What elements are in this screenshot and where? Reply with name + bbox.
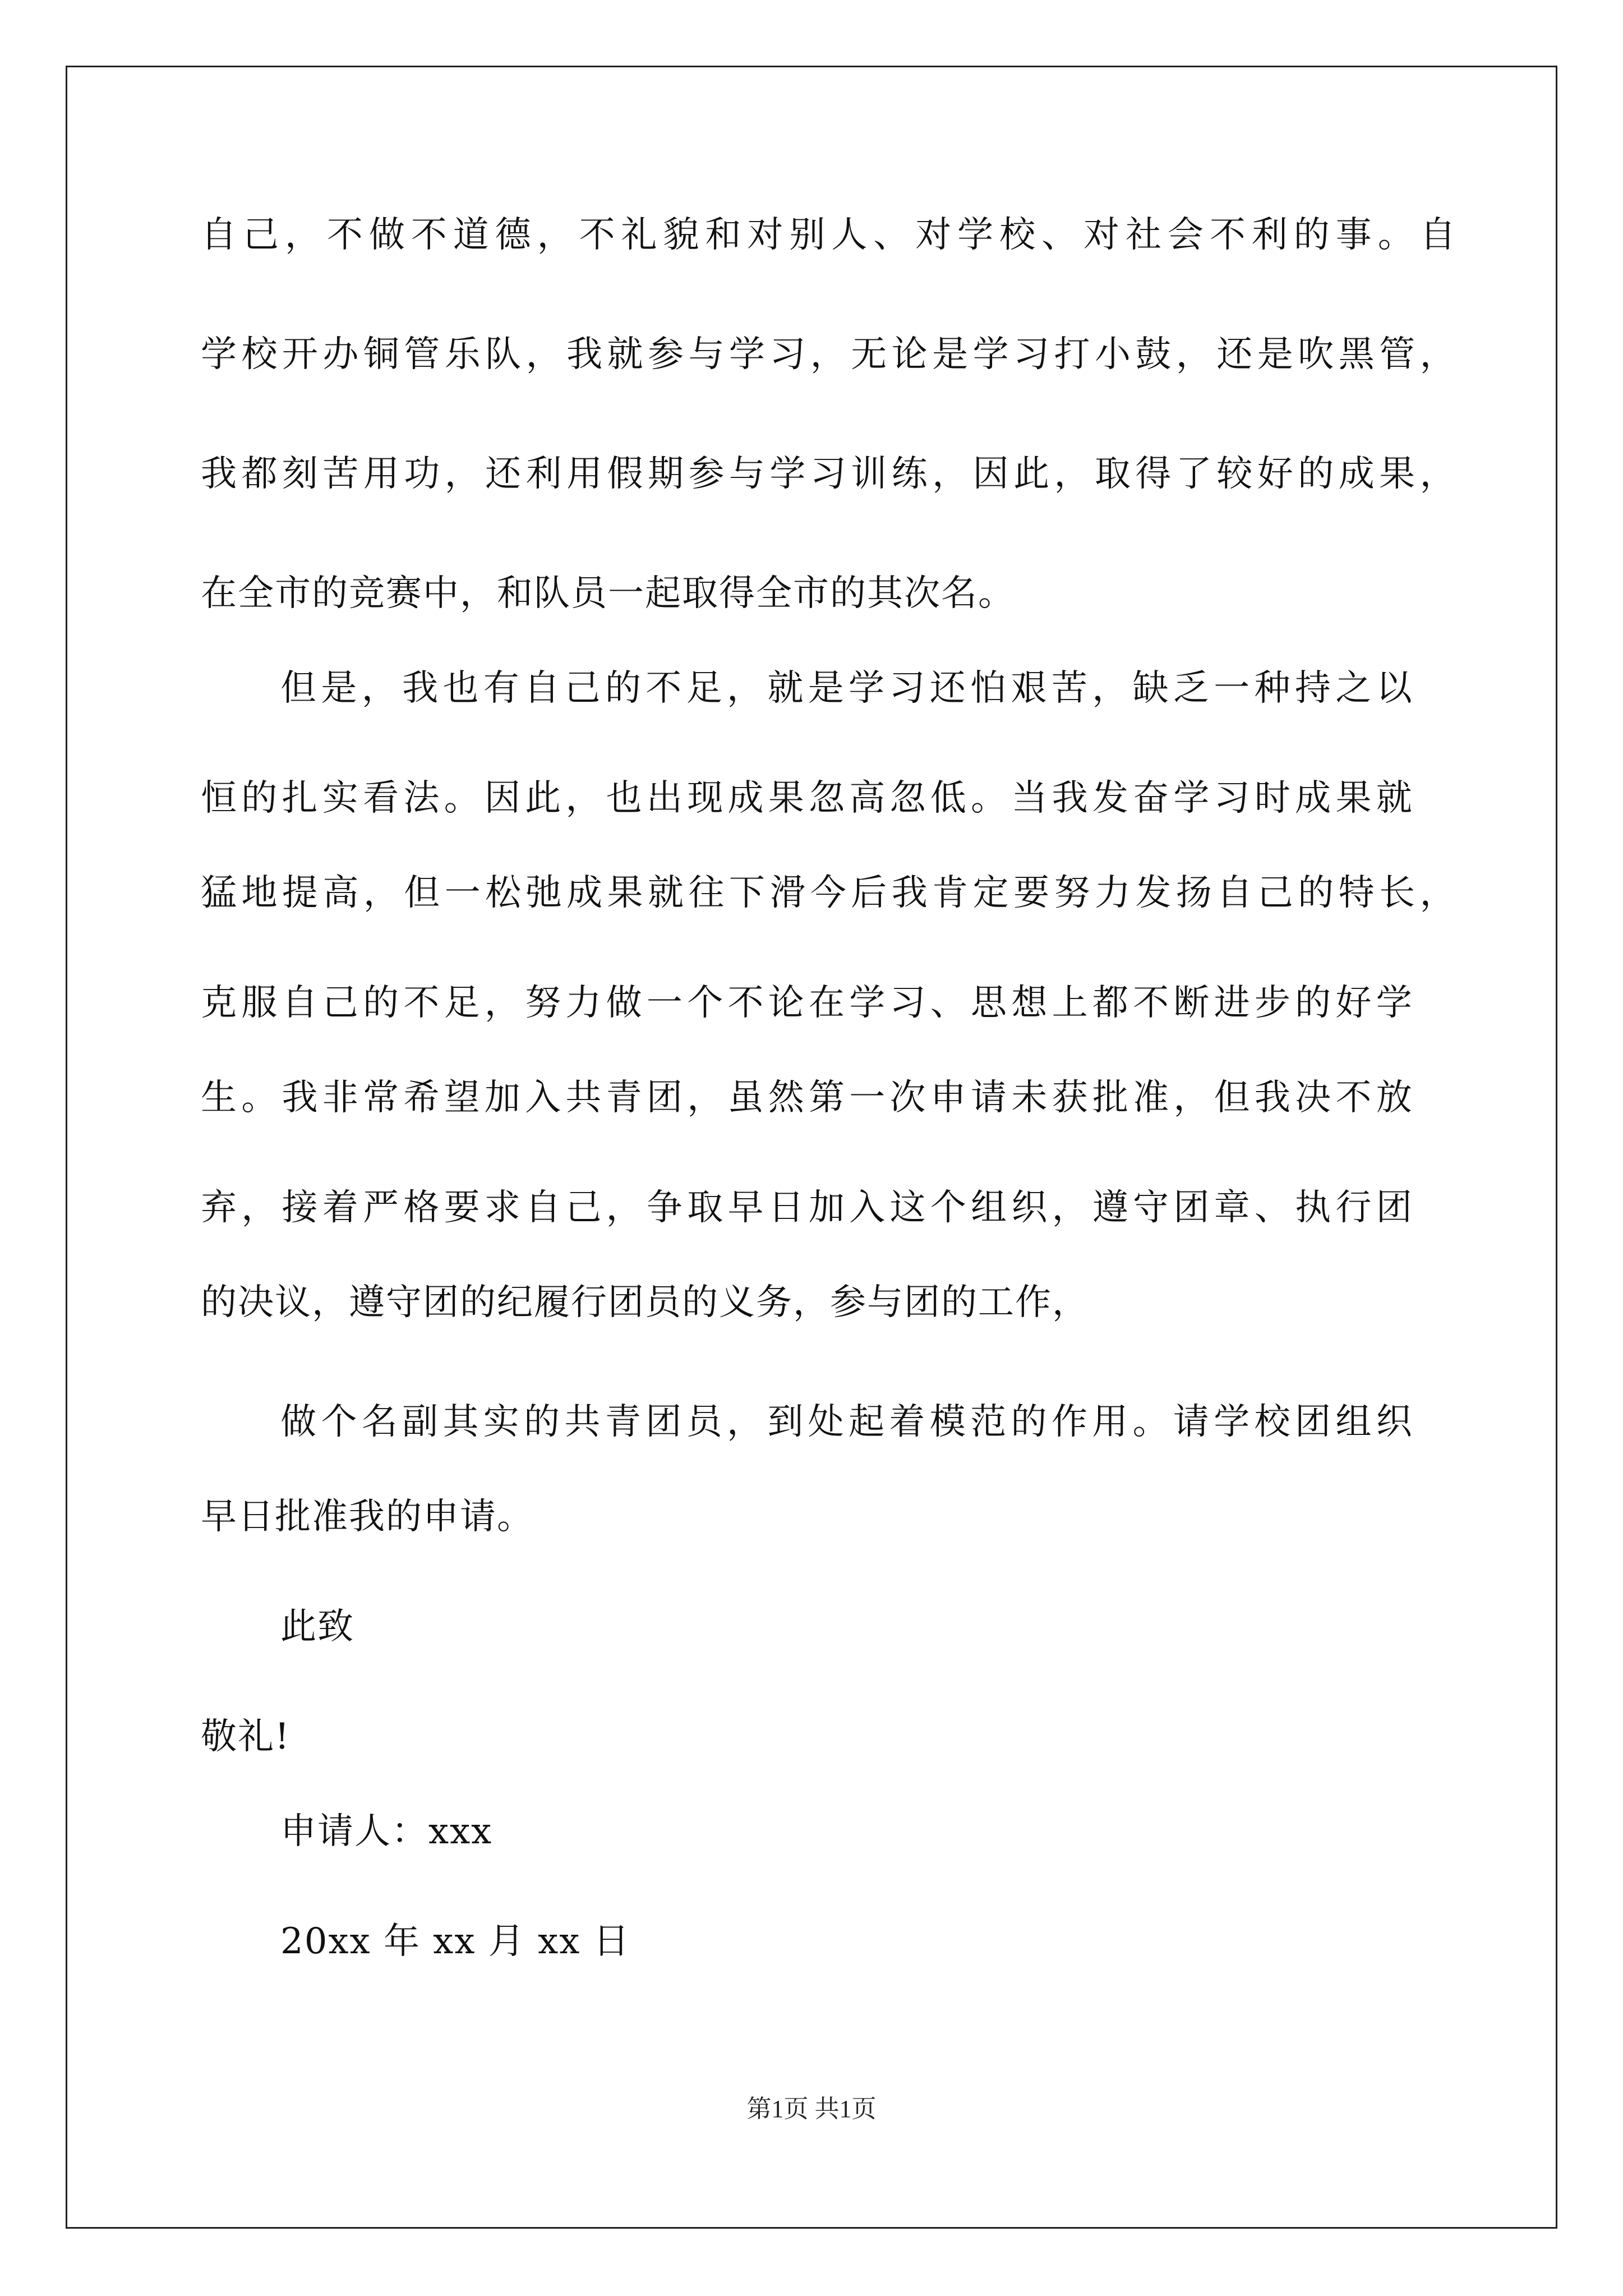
text-line: 我 都 刻 苦 用 功 ， 还 利 用 假 期 参 与 学 习 训 练 ， 因 此 ， 取 得 了 较 好 的 成 果 ， [201,453,1457,495]
closing-line: 敬礼! [201,1716,291,1757]
text-line: 弃 ， 接 着 严 格 要 求 自 己 ， 争 取 早 日 加 入 这 个 组 织 ， 遵 守 团 章 、 执 行 团 [201,1187,1413,1228]
applicant-line: 申请人：xxx [280,1811,493,1852]
paragraph-start-line: 做 个 名 副 其 实 的 共 青 团 员 ， 到 处 起 着 模 范 的 作 用 。 请 学 校 团 组 织 [280,1401,1413,1443]
text-line: 在全市的竞赛中，和队员一起取得全市的其次名。 [201,573,1015,614]
salutation-line: 此致 [280,1606,354,1648]
text-line: 猛 地 提 高 ， 但 一 松 弛 成 果 就 往 下 滑 今 后 我 肯 定 要 努 力 发 扬 自 己 的 特 长 ， [201,872,1457,914]
text-line: 恒 的 扎 实 看 法 。 因 此 ， 也 出 现 成 果 忽 高 忽 低 。 当 我 发 奋 学 习 时 成 果 就 [201,777,1413,819]
text-line: 的决议，遵守团的纪履行团员的义务，参与团的工作， [201,1282,1089,1323]
date-line: 20xx 年 xx 月 xx 日 [280,1921,630,1962]
text-line: 生 。 我 非 常 希 望 加 入 共 青 团 ， 虽 然 第 一 次 申 请 未 获 批 准 ， 但 我 决 不 放 [201,1077,1413,1119]
page-footer: 第1页 共1页 [746,2095,877,2123]
text-line: 早日批准我的申请。 [201,1496,534,1538]
text-line: 自 己 ， 不 做 不 道 德 ， 不 礼 貌 和 对 别 人 、 对 学 校 、 对 社 会 不 利 的 事 。 自 [201,214,1457,256]
text-line: 学 校 开 办 铜 管 乐 队 ， 我 就 参 与 学 习 ， 无 论 是 学 习 打 小 鼓 ， 还 是 吹 黑 管 ， [201,334,1457,375]
page-border [66,66,1557,2229]
paragraph-start-line: 但 是 ， 我 也 有 自 己 的 不 足 ， 就 是 学 习 还 怕 艰 苦 ， 缺 乏 一 种 持 之 以 [280,668,1413,709]
text-line: 克 服 自 己 的 不 足 ， 努 力 做 一 个 不 论 在 学 习 、 思 想 上 都 不 断 进 步 的 好 学 [201,982,1413,1024]
